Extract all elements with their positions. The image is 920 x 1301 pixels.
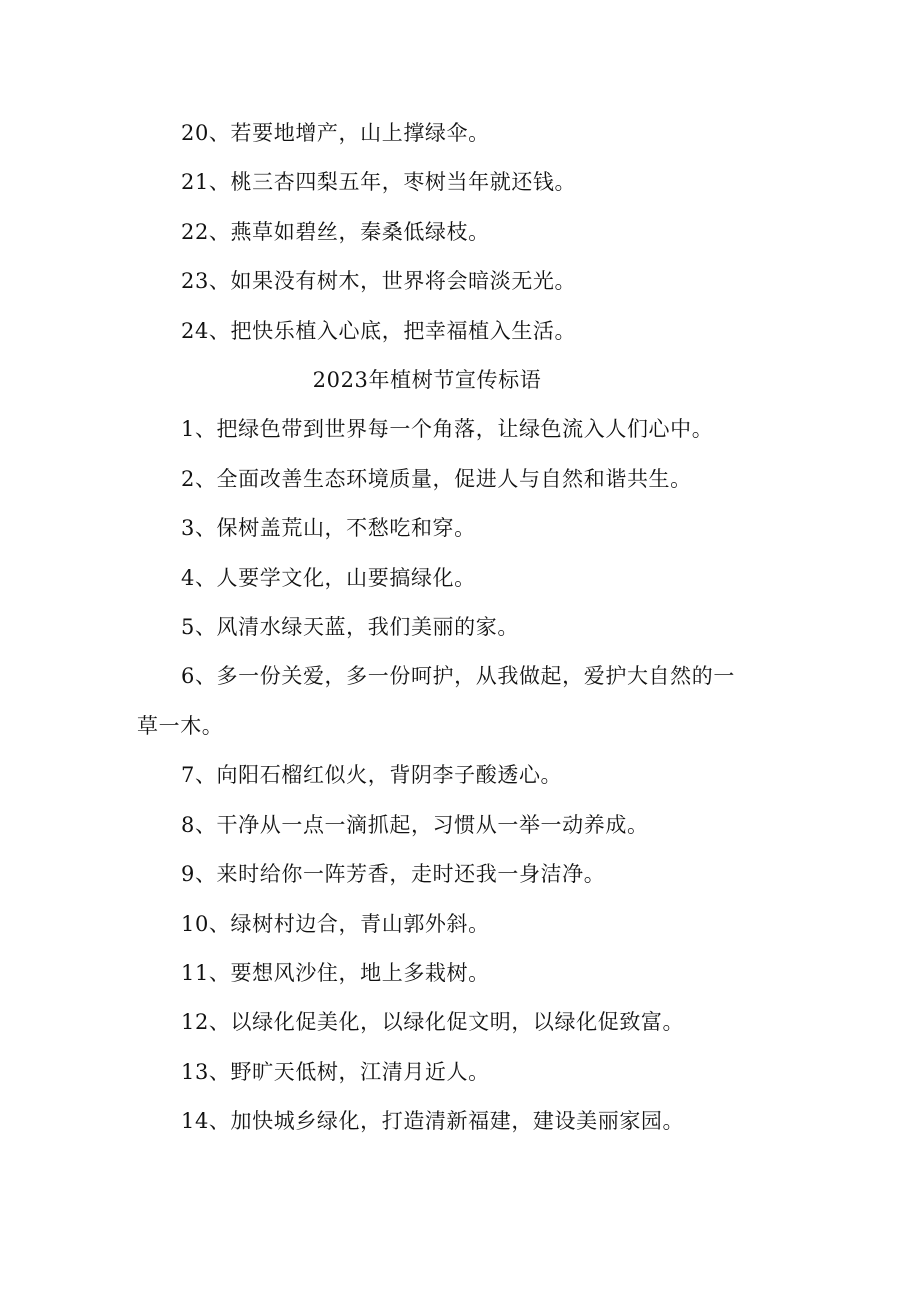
- slogan-line: 4、人要学文化，山要搞绿化。: [181, 565, 476, 590]
- slogan-line: 14、加快城乡绿化，打造清新福建，建设美丽家园。: [181, 1109, 685, 1134]
- slogan-line: 11、要想风沙住，地上多栽树。: [181, 960, 490, 985]
- slogan-line: 12、以绿化促美化，以绿化促文明，以绿化促致富。: [181, 1010, 685, 1035]
- slogan-line: 22、燕草如碧丝，秦桑低绿枝。: [181, 219, 490, 244]
- slogan-line: 8、干净从一点一滴抓起，习惯从一举一动养成。: [181, 812, 649, 837]
- slogan-line: 7、向阳石榴红似火，背阴李子酸透心。: [181, 763, 563, 788]
- slogan-line: 10、绿树村边合，青山郭外斜。: [181, 911, 490, 936]
- slogan-line: 2、全面改善生态环境质量，促进人与自然和谐共生。: [181, 466, 692, 491]
- slogan-line: 21、桃三杏四梨五年，枣树当年就还钱。: [181, 170, 577, 195]
- document-body: [137, 109, 787, 1147]
- slogan-line: 20、若要地增产，山上撑绿伞。: [181, 121, 490, 145]
- slogan-line: 1、把绿色带到世界每一个角落，让绿色流入人们心中。: [181, 417, 714, 442]
- slogan-line: 9、来时给你一阵芳香，走时还我一身洁净。: [181, 862, 606, 887]
- slogan-line-continuation: 草一木。: [137, 713, 224, 738]
- slogan-line: 13、野旷天低树，江清月近人。: [181, 1059, 490, 1084]
- slogan-line: 23、如果没有树木，世界将会暗淡无光。: [181, 269, 577, 294]
- slogan-line: 6、多一份关爱，多一份呵护，从我做起，爱护大自然的一: [181, 664, 735, 689]
- section-title: 2023年植树节宣传标语: [312, 368, 542, 393]
- slogan-line: 3、保树盖荒山，不愁吃和穿。: [181, 516, 476, 541]
- slogan-line: 24、把快乐植入心底，把幸福植入生活。: [181, 318, 577, 343]
- slogan-line: 5、风清水绿天蓝，我们美丽的家。: [181, 615, 519, 640]
